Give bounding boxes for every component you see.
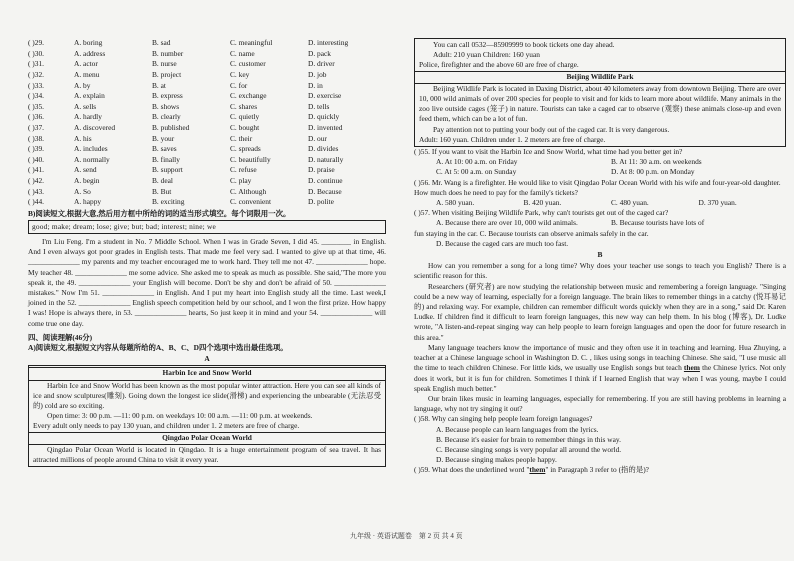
q58-option-d: D. Because singing makes people happy.: [436, 455, 557, 465]
option-d: D. quickly: [308, 112, 340, 122]
answer-option: C. 480 yuan.: [611, 198, 649, 208]
page-footer: 九年级 · 英语试题卷 第 2 页 共 4 页: [350, 532, 463, 540]
option-b: B. nurse: [152, 59, 177, 69]
option-c: C. for: [230, 80, 248, 90]
option-b: B. project: [152, 69, 182, 79]
option-d: D. praise: [308, 165, 335, 175]
option-c: C. customer: [230, 59, 266, 69]
answer-option: D. 370 yuan.: [698, 198, 737, 208]
qingdao-text: Qingdao Polar Ocean World is located in Qingdao. It is a huge entertainment program of sea travel. It has attracted millions of people around China to visit it every year.: [33, 444, 381, 464]
harbin-text: Harbin Ice and Snow World has been known as the most popular winter attraction. Here you can see all kinds of ice and snow sculptures(雕刻). Going down the longest ice slide(滑梯) and experiencing the unbearable (无法忍受的) cold are so exciting.: [33, 380, 381, 410]
option-b: B. express: [152, 91, 183, 101]
option-d: D. in: [308, 80, 323, 90]
qingdao-box-cont: [414, 38, 786, 147]
q58-option-b: B. Because it's easier for brain to remember things in this way.: [436, 434, 621, 444]
option-d: D. driver: [308, 59, 335, 69]
q57-continuation: fun staying in the car. C. Because tourists can observe animals safely in the car.: [414, 228, 649, 238]
option-a: A. by: [74, 80, 91, 90]
answer-option: A. At 10: 00 a.m. on Friday: [436, 157, 518, 167]
mc-row: [28, 112, 386, 123]
mc-row: [28, 59, 386, 70]
option-c: C. name: [230, 48, 255, 58]
mc-row: [28, 165, 386, 176]
option-line: [414, 157, 786, 167]
option-b: B. published: [152, 122, 190, 132]
question-stem: ( )56. Mr. Wang is a firefighter. He would like to visit Qingdao Polar Ocean World with his wife and four-year-old daughter. How much does he need to pay for the family's tickets?: [414, 177, 781, 197]
answer-option: C. At 5: 00 a.m. on Sunday: [436, 167, 517, 177]
passage-b-paragraph-4: Our brain likes music in learning languages, especially for remembering. If you are still having problems in learning a language, why not try singing it out?: [414, 393, 786, 414]
qingdao-title: Qingdao Polar Ocean World: [29, 432, 385, 445]
answer-option: B. Because tourists have lots of: [611, 218, 705, 228]
answer-option: D. At 8: 00 p.m. on Monday: [611, 167, 695, 177]
q57-option-d: D. Because the caged cars are much too fast.: [436, 238, 569, 248]
question-number: ( )39.: [28, 144, 45, 154]
option-b: B. your: [152, 133, 175, 143]
option-c: C. convenient: [230, 197, 272, 207]
option-c: C. key: [230, 69, 250, 79]
option-a: A. So: [74, 186, 91, 196]
option-d: D. job: [308, 69, 327, 79]
mc-row: [28, 102, 386, 113]
question-number: ( )30.: [28, 48, 45, 58]
option-d: D. exercise: [308, 91, 342, 101]
answer-option: B. At 11: 30 a.m. on weekends: [611, 157, 702, 167]
option-b: B. But: [152, 186, 172, 196]
harbin-hours: Open time: 3: 00 p.m. —11: 00 p.m. on weekdays 10: 00 a.m. —11: 00 p.m. at weekends.: [47, 411, 313, 421]
option-a: A. discovered: [74, 122, 116, 132]
mc-row: [28, 197, 386, 208]
question-number: ( )44.: [28, 197, 45, 207]
mc-row: [28, 123, 386, 134]
option-c: C. meaningful: [230, 38, 273, 48]
option-b: B. deal: [152, 175, 173, 185]
qingdao-call: You can call 0532—85909999 to book tickets one day ahead.: [433, 40, 615, 49]
passage-b-paragraph-2: Researchers (研究者) are now studying the relationship between music and remembering a foreign language. "Singing could be a new way of learning, especially for a foreign language. The brain likes to remember things in a catchy (悦耳易记的) and relaxing way. For example, children can remember difficult words quickly when they are in a song," said Dr. Karen Ludke. If children find it difficult to learn foreign languages, this new way can help them. In his blog (博客), Dr. Ludke wrote, "A listen-and-repeat singing way can help people to learn foreign languages and open the door for future research in this area.": [414, 281, 786, 342]
option-d: D. tells: [308, 101, 330, 111]
option-b: B. sad: [152, 38, 171, 48]
beijing-text: Beijing Wildlife Park is located in Daxing District, about 40 kilometers away from downtown Beijing. There are over 10, 000 wild animals of over 200 species for people to visit and for kids to learn more about wildlife. Many animals in the zoo live outside cages (笼子) in nature. Tourists can take a caged car to observe (观察) these animals close-up and even feed them, which can be a lot of fun.: [419, 83, 781, 124]
passage-a-letter: A: [204, 354, 210, 364]
q59-stem: ( )59. What does the underlined word "them" in Paragraph 3 refer to (指的是)?: [414, 465, 649, 475]
question-number: ( )36.: [28, 112, 45, 122]
option-c: C. shares: [230, 101, 258, 111]
section-four-title: 四、阅读理解(46分): [28, 332, 93, 342]
beijing-warning: Pay attention not to putting your body out of the caged car. It is very dangerous.: [433, 124, 670, 134]
option-c: C. bought: [230, 122, 260, 132]
q58-option-a: A. Because people can learn languages from the lyrics.: [436, 424, 599, 434]
answer-option: A. 580 yuan.: [436, 198, 475, 208]
option-c: C. play: [230, 175, 252, 185]
option-a: A. begin: [74, 175, 100, 185]
q58-option-c: C. Because singing songs is very popular all around the world.: [436, 444, 622, 454]
question-number: ( )33.: [28, 80, 45, 90]
option-b: B. exciting: [152, 197, 185, 207]
q58-stem: ( )58. Why can singing help people learn foreign languages?: [414, 414, 593, 424]
qingdao-price: Adult: 210 yuan Children: 160 yuan: [433, 50, 540, 60]
passage-b-paragraph-3: Many language teachers know the importance of music and they often use it in teaching and learning. Hua Zhuying, a teacher at a Chinese language school in Washington D. C. , likes using songs in teaching Chinese. She said, "I use music all the time to teach children Chinese. For little kids, we usually use English songs but teach them the Chinese lyrics. Not only does it work, but it is fun for children. Sometimes I think if I learned English that way when I was young, maybe I could speak English much better.": [414, 342, 786, 393]
option-b: B. shows: [152, 101, 180, 111]
multiple-choice-list: [28, 38, 386, 208]
option-d: D. interesting: [308, 38, 349, 48]
option-a: A. menu: [74, 69, 100, 79]
underlined-word: them: [683, 363, 700, 373]
option-b: B. number: [152, 48, 184, 58]
qingdao-free: Police, firefighter and the above 60 are free of charge.: [419, 60, 579, 70]
section-four-instruction: A)阅读短文,根据短文内容从每题所给的A、B、C、D四个选项中选出最佳选项。: [28, 342, 288, 352]
question-number: ( )42.: [28, 175, 45, 185]
option-line: [414, 167, 786, 177]
question-stem: ( )57. When visiting Beijing Wildlife Park, why can't tourists get out of the caged car?: [414, 208, 669, 218]
option-d: D. pack: [308, 48, 331, 58]
option-a: A. includes: [74, 144, 108, 154]
harbin-tickets: Every adult only needs to pay 130 yuan, and children under 1. 2 meters are free of charge.: [33, 421, 300, 431]
option-b: B. saves: [152, 144, 177, 154]
mc-row: [28, 176, 386, 187]
cloze-passage: I'm Liu Feng. I'm a student in No. 7 Middle School. When I was in Grade Seven, I did 45. ________ in English. And I even always got poor grades in English tests. That made me feel very sad. I wanted to give up at that time, 46. ______________ my parents and my teacher encouraged me to work hard. They tell me not 47. ______________ hope. My teacher 48. ______________ me some advice. She asked me to speak as much as possible. She said,"The more you speak it, the 49. ______________ your English will become. Don't be shy and don't be afraid of 50. ______________ mistakes." Now I'm 51. ______________ in English. And I put my heart into English study all the time. Last week,I joined in the 52. ______________ English speech competition held by our school, and I won the first prize. How happy I was! Hope is always there, in 53. ______________ hearts, So just keep it in mind and your 54. ______________ will come true one day.: [28, 236, 386, 328]
option-d: D. polite: [308, 197, 334, 207]
beijing-price: Adult: 160 yuan. Children under 1. 2 meters are free of charge.: [419, 134, 606, 144]
harbin-box: [28, 365, 386, 467]
mc-row: [28, 144, 386, 155]
option-b: B. clearly: [152, 112, 181, 122]
option-c: C. quietly: [230, 112, 260, 122]
option-b: B. support: [152, 165, 183, 175]
mc-row: [28, 155, 386, 166]
option-line: [414, 218, 786, 228]
answer-option: A. Because there are over 10, 000 wild animals.: [436, 218, 578, 228]
option-b: B. finally: [152, 154, 180, 164]
option-a: A. happy: [74, 197, 102, 207]
question-number: ( )38.: [28, 133, 45, 143]
left-column: [28, 38, 386, 467]
option-a: A. explain: [74, 91, 105, 101]
beijing-title: Beijing Wildlife Park: [415, 71, 785, 84]
option-a: A. boring: [74, 38, 103, 48]
question-number: ( )34.: [28, 91, 45, 101]
harbin-title: Harbin Ice and Snow World: [29, 367, 385, 380]
option-d: D. naturally: [308, 154, 344, 164]
option-d: D. our: [308, 133, 327, 143]
question-number: ( )35.: [28, 101, 45, 111]
option-c: C. Although: [230, 186, 267, 196]
mc-row: [28, 80, 386, 91]
question-number: ( )43.: [28, 186, 45, 196]
option-c: C. refuse: [230, 165, 257, 175]
option-c: C. spreads: [230, 144, 261, 154]
option-d: D. Because: [308, 186, 342, 196]
q58-options: [414, 425, 786, 466]
option-c: C. beautifully: [230, 154, 271, 164]
option-a: A. actor: [74, 59, 98, 69]
mc-row: [28, 186, 386, 197]
question-number: ( )32.: [28, 69, 45, 79]
option-b: B. at: [152, 80, 166, 90]
answer-option: B. 420 yuan.: [523, 198, 562, 208]
right-column: [414, 38, 786, 476]
mc-row: [28, 38, 386, 49]
option-c: C. their: [230, 133, 253, 143]
passage-b-letter: B: [597, 250, 603, 260]
question-number: ( )41.: [28, 165, 45, 175]
option-a: A. address: [74, 48, 106, 58]
option-a: A. sells: [74, 101, 97, 111]
mc-row: [28, 133, 386, 144]
option-a: A. normally: [74, 154, 110, 164]
option-a: A. his: [74, 133, 92, 143]
option-a: A. hardly: [74, 112, 102, 122]
question-stem: ( )55. If you want to visit the Harbin Ice and Snow World, what time had you better get in?: [414, 147, 683, 157]
option-a: A. send: [74, 165, 97, 175]
passage-b-paragraph-1: How can you remember a song for a long time? Why does your teacher use songs to teach you English? There is a scientific reason for this.: [414, 261, 786, 281]
mc-row: [28, 91, 386, 102]
option-c: C. exchange: [230, 91, 267, 101]
question-number: ( )29.: [28, 38, 45, 48]
question-number: ( )40.: [28, 154, 45, 164]
section-b-instruction: B)阅读短文,根据大意,然后用方框中所给的词的适当形式填空。每个词限用一次。: [28, 208, 291, 218]
question-number: ( )31.: [28, 59, 45, 69]
word-bank-box: good; make; dream; lose; give; but; bad; interest; nine; we: [28, 220, 386, 234]
mc-row: [28, 70, 386, 81]
mc-row: [28, 49, 386, 60]
passage-a-questions: [414, 147, 786, 229]
question-number: ( )37.: [28, 122, 45, 132]
option-d: D. divides: [308, 144, 339, 154]
option-d: D. invented: [308, 122, 343, 132]
option-line: [414, 198, 786, 208]
option-d: D. continue: [308, 175, 343, 185]
